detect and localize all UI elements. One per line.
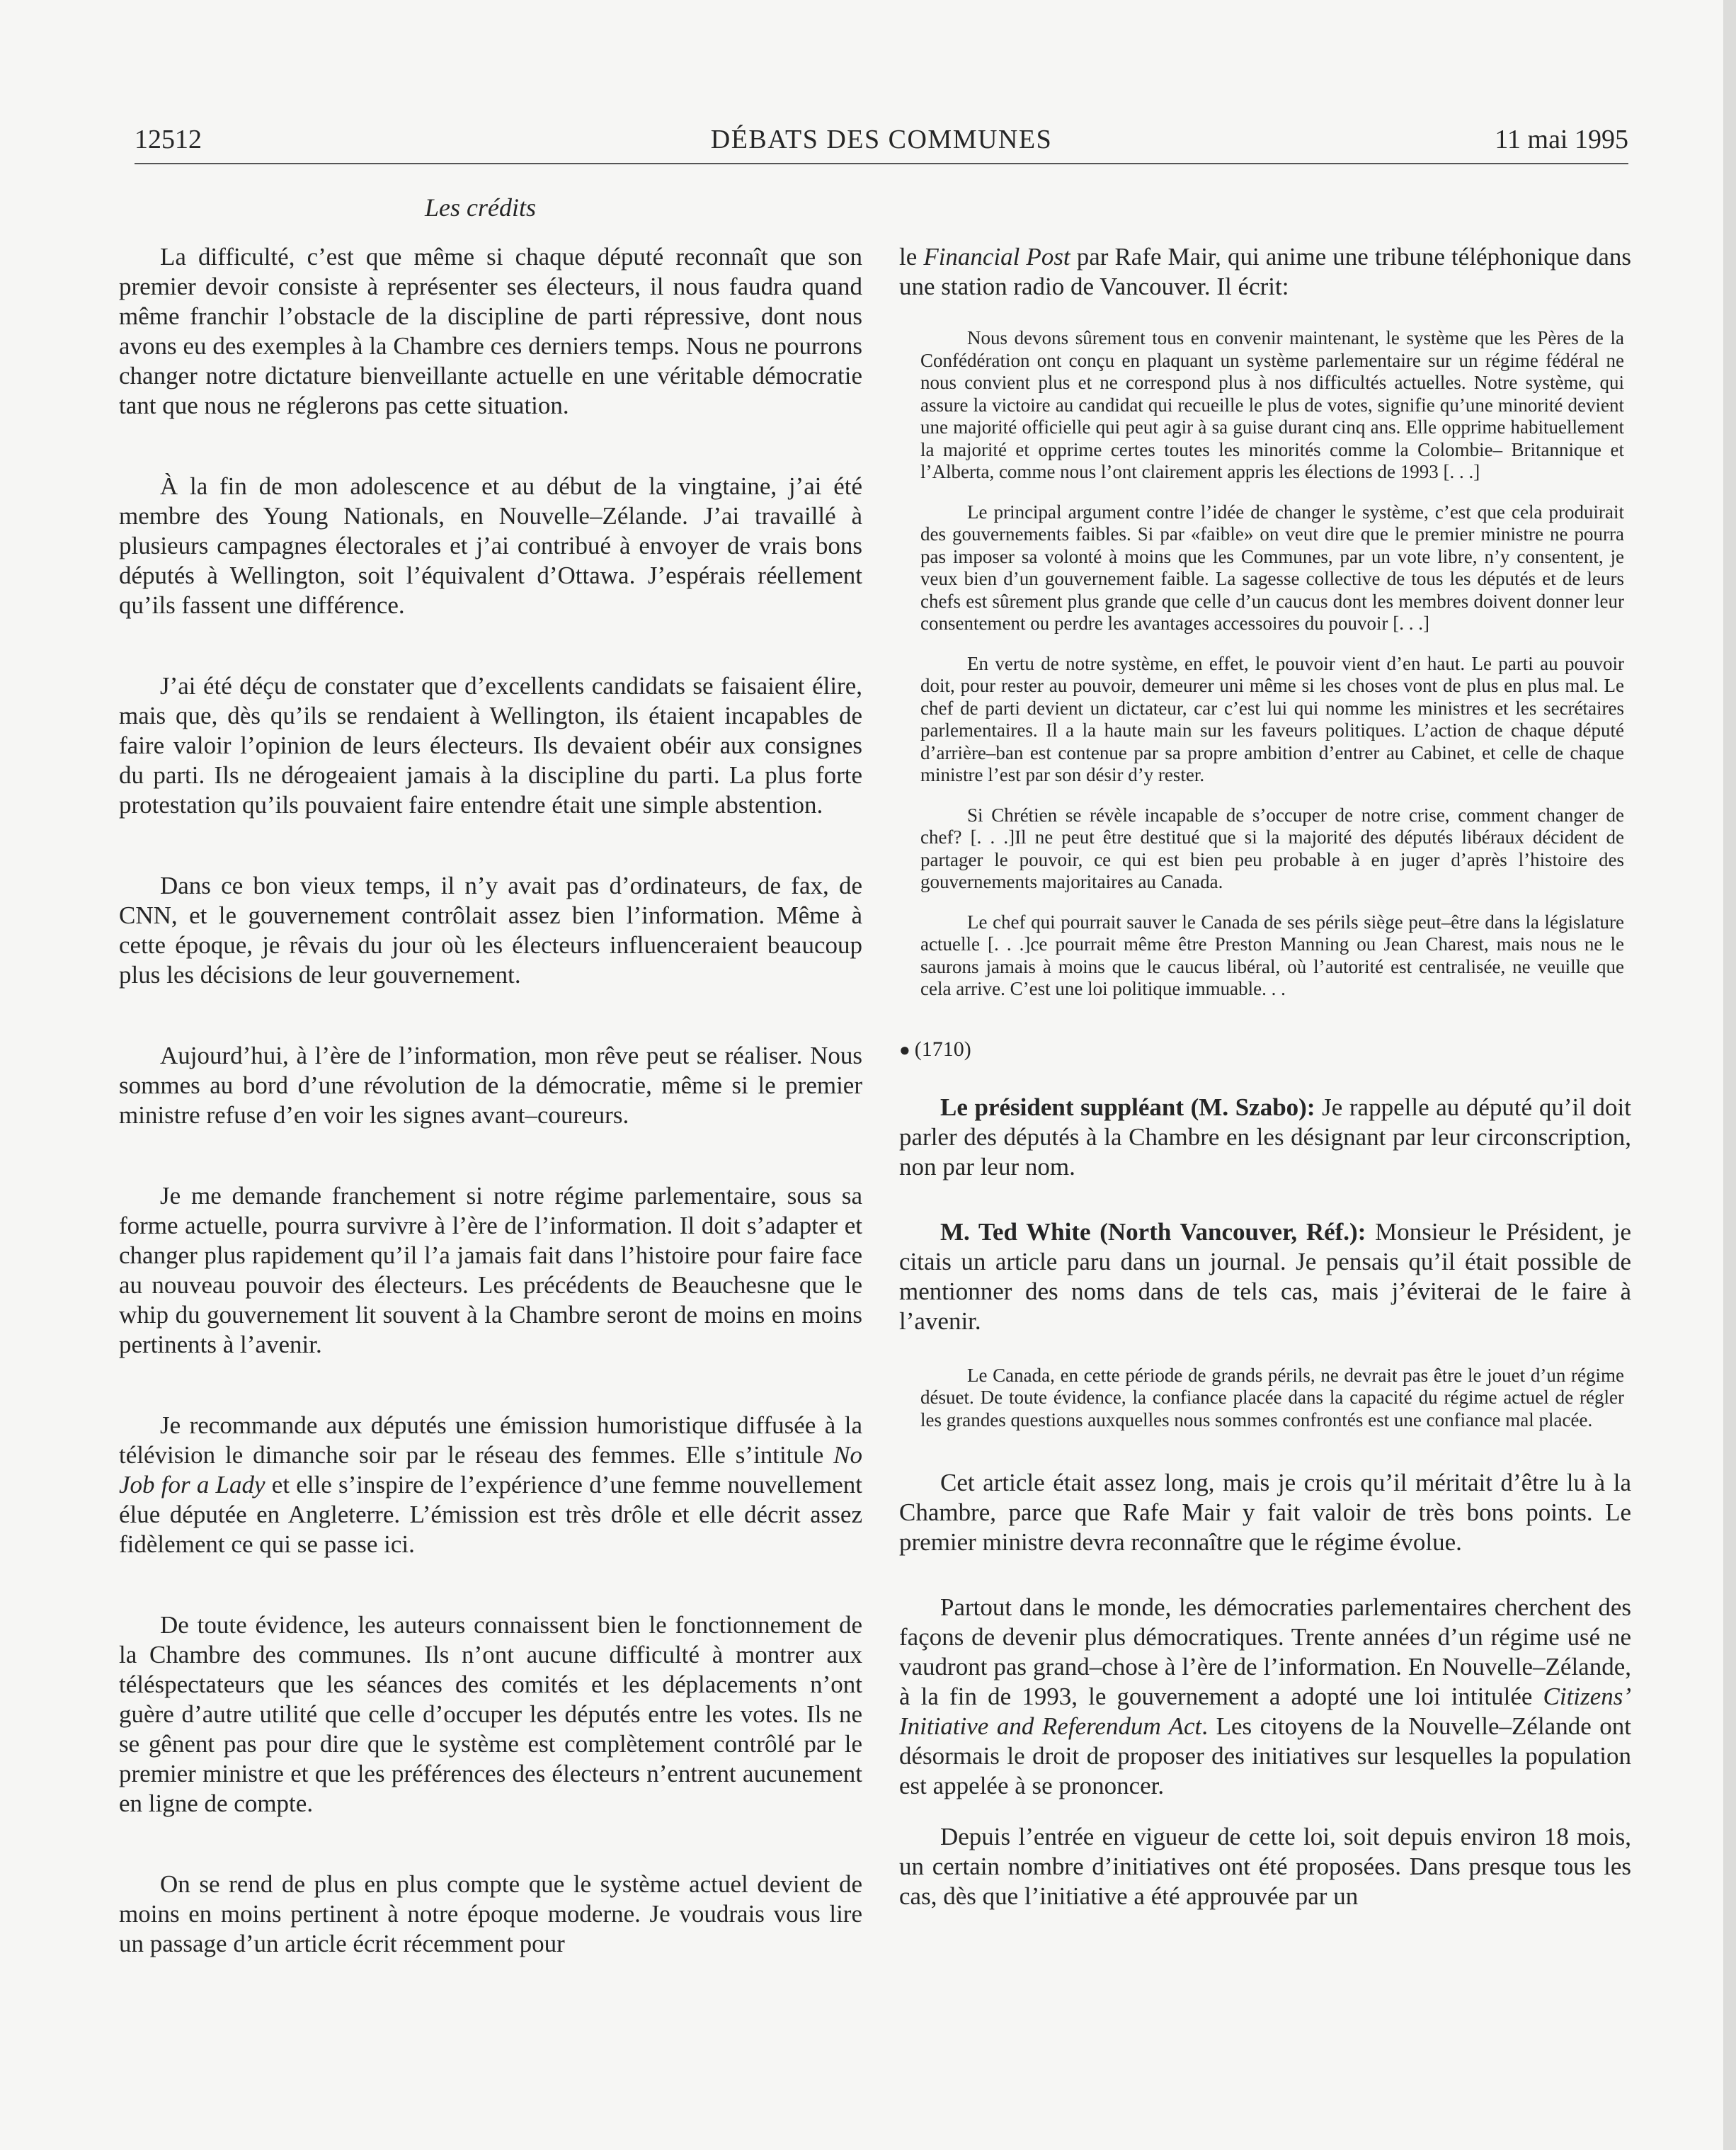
paragraph-continued xyxy=(899,242,1631,302)
speaker-intervention xyxy=(899,1217,1631,1336)
paragraph: Dans ce bon vieux temps, il n’y avait pas d’ordinateurs, de fax, de CNN, et le gouvernement contrôlait assez bien l’information. Même à cette époque, je rêvais du jour où les électeurs influenceraient beaucoup plus les décisions de leur gouvernement. xyxy=(119,872,862,989)
paragraph: La difficulté, c’est que même si chaque député reconnaît que son premier devoir consiste à représenter ses électeurs, il nous faudra quand même franchir l’obstacle de la discipline de parti répressive, dont nous avons eu des exemples à la Chambre ces derniers temps. Nous ne pourrons changer notre dictature bienveillante actuelle en une véritable démocratie tant que nous ne réglerons pas cette situation. xyxy=(119,243,862,419)
text-run: et elle s’inspire de l’expérience d’une femme nouvellement élue députée en Angleterre. L’émission est très drôle et elle décrit assez fidèlement ce qui se passe ici. xyxy=(119,1471,862,1558)
page-date: 11 mai 1995 xyxy=(1495,125,1628,154)
text-run: par Rafe Mair, qui anime une tribune téléphonique dans une station radio de Vancouver. Il écrit: xyxy=(899,243,1632,300)
paragraph: On se rend de plus en plus compte que le système actuel devient de moins en moins pertinent à notre époque moderne. Je voudrais vous lire un passage d’un article écrit récemment pour xyxy=(119,1870,862,1957)
speaker-name: M. Ted White (North Vancouver, Réf.): xyxy=(940,1217,1366,1246)
newspaper-title: Financial Post xyxy=(923,243,1070,271)
block-quote: Si Chrétien se révèle incapable de s’occuper de notre crise, comment changer de chef? [. . .]Il ne peut être destitué que si la majorité des députés libéraux décident de partager le pouvoir, ce qui est bien peu probable à en juger d’après l’histoire des gouvernements majoritaires au Canada. xyxy=(920,804,1624,892)
bullet-icon: ● xyxy=(899,1039,910,1060)
speaker-name: Le président suppléant (M. Szabo): xyxy=(940,1093,1315,1121)
paragraph: Je me demande franchement si notre régime parlementaire, sous sa forme actuelle, pourra survivre à l’ère de l’information. Il doit s’adapter et changer plus rapidement qu’il l’a jamais fait dans l’histoire pour faire face au nouveau pouvoir des électeurs. Les précédents de Beauchesne que le whip du gouvernement lit souvent à la Chambre seront de moins en moins pertinents à l’avenir. xyxy=(119,1182,862,1358)
section-rubric: Les crédits xyxy=(425,193,536,222)
paragraph: Aujourd’hui, à l’ère de l’information, mon rêve peut se réaliser. Nous sommes au bord d’une révolution de la démocratie, même si le premier ministre refuse d’en voir les signes avant–coureurs. xyxy=(119,1042,862,1129)
block-quote: Nous devons sûrement tous en convenir maintenant, le système que les Pères de la Confédération ont conçu en plaquant un système parlementaire sur un régime fédéral ne nous convient plus et ne correspond plus à nos difficultés actuelles. Notre système, qui assure la victoire au candidat qui recueille le plus de votes, signifie qu’une minorité devient une majorité officielle qui peut agir à sa guise durant cinq ans. Elle opprime habituellement la majorité et opprime certes toutes les minorités comme la Colombie– Britannique et l’Alberta, comme nous l’ont clairement appris les élections de 1993 [. . .] xyxy=(920,327,1624,482)
block-quote: Le principal argument contre l’idée de changer le système, c’est que cela produirait des gouvernements faibles. Si par «faible» on veut dire que le premier ministre ne pourra pas imposer sa volonté à moins que les Communes, par un vote libre, n’y consentent, je veux bien d’un gouvernement faible. La sagesse collective de tous les députés et de leurs chefs est sûrement plus grande que celle d’un caucus dont les membres doivent donner leur consentement ou perdre les avantages accessoires du pouvoir [. . .] xyxy=(920,501,1624,634)
block-quote: En vertu de notre système, en effet, le pouvoir vient d’en haut. Le parti au pouvoir doit, pour rester au pouvoir, demeurer uni même si les choses vont de plus en plus mal. Le chef de parti devient un dictateur, car c’est lui qui nomme les ministres et les secrétaires parlementaires. Il a la haute main sur les faveurs politiques. L’action de chaque député d’arrière–ban est contenue par sa propre ambition d’entrer au Cabinet, et celle de chaque ministre l’est par son désir d’y rester. xyxy=(920,652,1624,785)
speech-text: Monsieur le Président, je citais un article paru dans un journal. Je pensais qu’il était possible de mentionner des noms dans de tels cas, mais j’éviterai de le faire à l’avenir. xyxy=(899,1217,1631,1335)
paragraph: J’ai été déçu de constater que d’excellents candidats se faisaient élire, mais que, dès qu’ils se rendaient à Wellington, ils étaient incapables de faire valoir l’opinion de leurs électeurs. Ils devaient obéir aux consignes du parti. Ils ne dérogeaient jamais à la discipline du parti. La plus forte protestation qu’ils pouvaient faire entendre était une simple abstention. xyxy=(119,672,862,819)
speech-text: Je rappelle au député qu’il doit parler des députés à la Chambre en les désignant par leur circonscription, non par leur nom. xyxy=(899,1093,1631,1181)
time-marker xyxy=(899,1037,1631,1062)
block-quote: Le Canada, en cette période de grands périls, ne devrait pas être le jouet d’un régime désuet. De toute évidence, la confiance placée dans la capacité du régime actuel de régler les grandes questions auxquelles nous sommes confrontés est une confiance mal placée. xyxy=(920,1364,1624,1431)
text-run: Partout dans le monde, les démocraties parlementaires cherchent des façons de devenir plus démocratiques. Trente années d’un régime usé ne vaudront pas grand–chose à l’ère de l’information. En Nouvelle–Zélande, à la fin de 1993, le gouvernement a adopté une loi intitulée xyxy=(899,1593,1631,1710)
left-column xyxy=(119,242,862,2010)
speaker-intervention xyxy=(899,1093,1631,1182)
paragraph: Depuis l’entrée en vigueur de cette loi, soit depuis environ 18 mois, un certain nombre d’initiatives ont été proposées. Dans presque tous les cas, dès que l’initiative a été approuvée par un xyxy=(899,1823,1631,1910)
paragraph: De toute évidence, les auteurs connaissent bien le fonctionnement de la Chambre des communes. Ils n’ont aucune difficulté à montrer aux téléspectateurs que les séances des comités et les déplacements n’ont guère d’autre utilité que celle d’occuper les députés entre les votes. Ils ne se gênent pas pour dire que le système est complètement contrôlé par le premier ministre et que les préférences des électeurs n’entrent aucunement en ligne de compte. xyxy=(119,1611,862,1817)
show-title: No Job for a Lady xyxy=(119,1441,862,1498)
page-number: 12512 xyxy=(135,125,202,154)
publication-title: DÉBATS DES COMMUNES xyxy=(710,125,1053,154)
paragraph xyxy=(899,1593,1631,1801)
right-column xyxy=(899,242,1631,1947)
law-title: Citizens’ Initiative and Referendum Act xyxy=(899,1683,1631,1740)
paragraph: À la fin de mon adolescence et au début de la vingtaine, j’ai été membre des Young Nationals, en Nouvelle–Zélande. J’ai travaillé à plusieurs campagnes électorales et j’ai contribué à envoyer de vrais bons députés à Wellington, soit l’équivalent d’Ottawa. J’espérais réellement qu’ils fassent une différence. xyxy=(119,472,862,619)
block-quote: Le chef qui pourrait sauver le Canada de ses périls siège peut–être dans la législature actuelle [. . .]ce pourrait même être Preston Manning ou Jean Charest, mais nous ne le saurons jamais à moins que le caucus libéral, où l’autorité est centralisée, ne veuille que cela arrive. C’est une loi politique immuable. . . xyxy=(920,911,1624,999)
paragraph xyxy=(119,1411,862,1559)
text-run: . Les citoyens de la Nouvelle–Zélande ont désormais le droit de proposer des initiatives sur lesquelles la population est appelée à se prononcer. xyxy=(899,1712,1631,1799)
time-marker-text: (1710) xyxy=(914,1037,971,1061)
text-run: Je recommande aux députés une émission humoristique diffusée à la télévision le dimanche soir par le réseau des femmes. Elle s’intitule xyxy=(119,1411,862,1469)
page-edge-shadow xyxy=(1723,0,1736,2150)
page-header xyxy=(135,119,1628,164)
text-run: le xyxy=(899,243,924,271)
paragraph: Cet article était assez long, mais je crois qu’il méritait d’être lu à la Chambre, parce que Rafe Mair y fait valoir de très bons points. Le premier ministre devra reconnaître que le régime évolue. xyxy=(899,1469,1631,1556)
